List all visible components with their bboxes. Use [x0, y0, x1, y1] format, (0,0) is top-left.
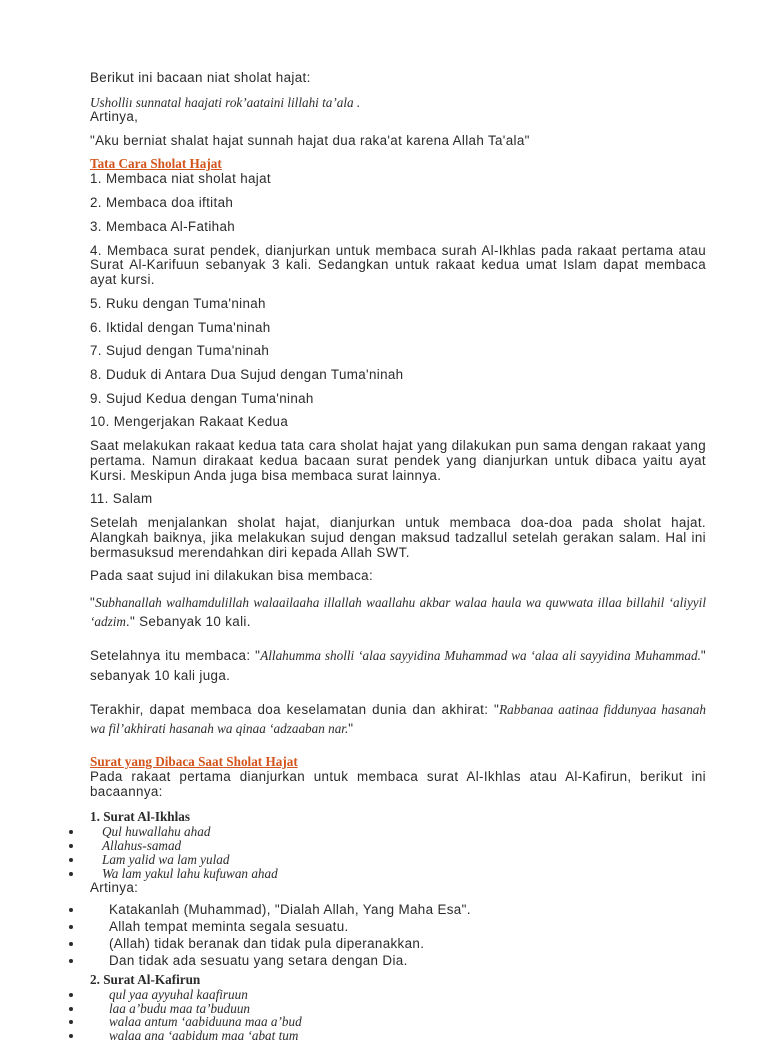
- kafirun-line: laa a’budu maa ta’buduun: [109, 1000, 251, 1016]
- step-8: 8. Duduk di Antara Dua Sujud dengan Tuma'ninah: [90, 366, 404, 382]
- niat-meaning: "Aku berniat shalat hajat sunnah hajat dua raka'at karena Allah Ta'ala": [90, 132, 530, 148]
- bullet-icon: [69, 925, 73, 929]
- kafirun-line: walaa ana ‘aabidum maa ‘abat tum: [109, 1027, 299, 1043]
- setelah-salam-paragraph: Setelah menjalankan sholat hajat, dianjurkan untuk membaca doa-doa pada sholat hajat. Alangkah baiknya, jika melakukan sujud dengan maksud tadzallul setelah gerakan salam. Hal ini bermasuksud merendahkan diri kepada Allah SWT.: [90, 515, 706, 560]
- list-item: [90, 952, 706, 969]
- list-item: [90, 935, 706, 952]
- ikhlas-meaning-line: (Allah) tidak beranak dan tidak pula diperanakkan.: [109, 936, 425, 952]
- surat-ikhlas-title: 1. Surat Al-Ikhlas: [90, 808, 191, 824]
- niat-lead: Berikut ini bacaan niat sholat hajat:: [90, 70, 311, 85]
- list-item: [90, 867, 706, 881]
- ikhlas-meaning-list: [90, 901, 706, 969]
- list-item: [90, 1002, 706, 1016]
- list-item: [90, 853, 706, 867]
- ikhlas-meaning-line: Katakanlah (Muhammad), "Dialah Allah, Yang Maha Esa".: [109, 902, 471, 918]
- dzikir-keselamatan: [90, 700, 706, 738]
- surat-intro: Pada rakaat pertama dianjurkan untuk membaca surat Al-Ikhlas atau Al-Kafirun, berikut ini bacaannya:: [90, 769, 706, 799]
- dzikir2-lead: Setelahnya itu membaca: ": [90, 648, 261, 664]
- ikhlas-artinya-label: Artinya:: [90, 879, 139, 895]
- surat-kafirun-title: 2. Surat Al-Kafirun: [90, 972, 201, 988]
- step-4: 4. Membaca surat pendek, dianjurkan untuk membaca surah Al-Ikhlas pada rakaat pertama atau Surat Al-Karifuun sebanyak 3 kali. Sedangkan untuk rakaat kedua umat Islam dapat membaca ayat kursi.: [90, 242, 706, 288]
- step-10: 10. Mengerjakan Rakaat Kedua: [90, 414, 289, 430]
- bullet-icon: [69, 830, 73, 834]
- ikhlas-meaning-line: Dan tidak ada sesuatu yang setara dengan Dia.: [109, 953, 408, 969]
- rakaat-kedua-note: Saat melakukan rakaat kedua tata cara sholat hajat yang dilakukan pun sama dengan rakaat yang pertama. Namun dirakaat kedua bacaan surat pendek yang dianjurkan untuk dibaca yaitu ayat Kursi. Meskipun Anda juga bisa membaca surat lainnya.: [90, 438, 706, 483]
- sujud-lead: Pada saat sujud ini dilakukan bisa membaca:: [90, 568, 374, 584]
- dzikir1-open-quote: ": [90, 595, 96, 611]
- step-3: 3. Membaca Al-Fatihah: [90, 218, 236, 234]
- bullet-icon: [69, 1034, 73, 1038]
- ikhlas-line: Allahus-samad: [102, 837, 182, 853]
- dzikir-subhanallah: [90, 593, 706, 631]
- list-item: [90, 839, 706, 853]
- dzikir2-text: Allahumma sholli ‘alaa sayyidina Muhammad wa ‘alaa ali sayyidina Muhammad.: [260, 648, 701, 664]
- list-item: [90, 988, 706, 1002]
- ikhlas-meaning-line: Allah tempat meminta segala sesuatu.: [109, 919, 349, 935]
- step-7: 7. Sujud dengan Tuma'ninah: [90, 343, 270, 359]
- bullet-icon: [69, 993, 73, 997]
- list-item: [90, 1015, 706, 1029]
- dzikir3-text: Rabbanaa aatinaa fiddunyaa hasanah wa fil’akhirati hasanah wa qinaa ‘adzaaban nar.: [90, 701, 706, 736]
- ikhlas-transliteration-list: [90, 825, 706, 881]
- artinya-label: Artinya,: [90, 108, 139, 124]
- surat-heading-link[interactable]: Surat yang Dibaca Saat Sholat Hajat: [90, 754, 298, 770]
- bullet-icon: [69, 908, 73, 912]
- niat-transliteration: Usholliı sunnatal haajati rok’aataini lillahi ta’ala .: [90, 94, 361, 110]
- step-11-salam: 11. Salam: [90, 491, 153, 507]
- list-item: [90, 918, 706, 935]
- bullet-icon: [69, 959, 73, 963]
- step-1: 1. Membaca niat sholat hajat: [90, 171, 272, 187]
- kafirun-line: walaa antum ‘aabiduuna maa a’bud: [109, 1014, 302, 1030]
- dzikir3-lead: Terakhir, dapat membaca doa keselamatan dunia dan akhirat: ": [90, 701, 500, 717]
- dzikir2-close: " sebanyak 10 kali juga.: [90, 648, 707, 683]
- step-6: 6. Iktidal dengan Tuma'ninah: [90, 319, 271, 335]
- document-content: [90, 60, 706, 1042]
- ikhlas-line: Qul huwallahu ahad: [102, 823, 211, 839]
- dzikir1-close: ." Sebanyak 10 kali.: [125, 614, 251, 630]
- dzikir1-text: Subhanallah walhamdulillah walaailaaha illallah waallahu akbar walaa haula wa quwwata illaa billahil ‘aliyyil ‘adzim: [90, 595, 706, 630]
- list-item: [90, 901, 706, 918]
- bullet-icon: [69, 858, 73, 862]
- kafirun-line: qul yaa ayyuhal kaafiruun: [109, 987, 248, 1003]
- list-item: [90, 1029, 706, 1043]
- step-5: 5. Ruku dengan Tuma'ninah: [90, 295, 266, 311]
- dzikir-sholawat: [90, 646, 706, 684]
- ikhlas-line: Lam yalid wa lam yulad: [102, 851, 230, 867]
- kafirun-transliteration-list: [90, 988, 706, 1042]
- dzikir3-close: ": [348, 721, 354, 736]
- step-2: 2. Membaca doa iftitah: [90, 195, 234, 211]
- step-9: 9. Sujud Kedua dengan Tuma'ninah: [90, 390, 314, 406]
- bullet-icon: [69, 1007, 73, 1011]
- list-item: [90, 825, 706, 839]
- bullet-icon: [69, 872, 73, 876]
- bullet-icon: [69, 942, 73, 946]
- ikhlas-line: Wa lam yakul lahu kufuwan ahad: [102, 865, 278, 881]
- bullet-icon: [69, 844, 73, 848]
- tata-cara-heading-link[interactable]: Tata Cara Sholat Hajat: [90, 156, 222, 172]
